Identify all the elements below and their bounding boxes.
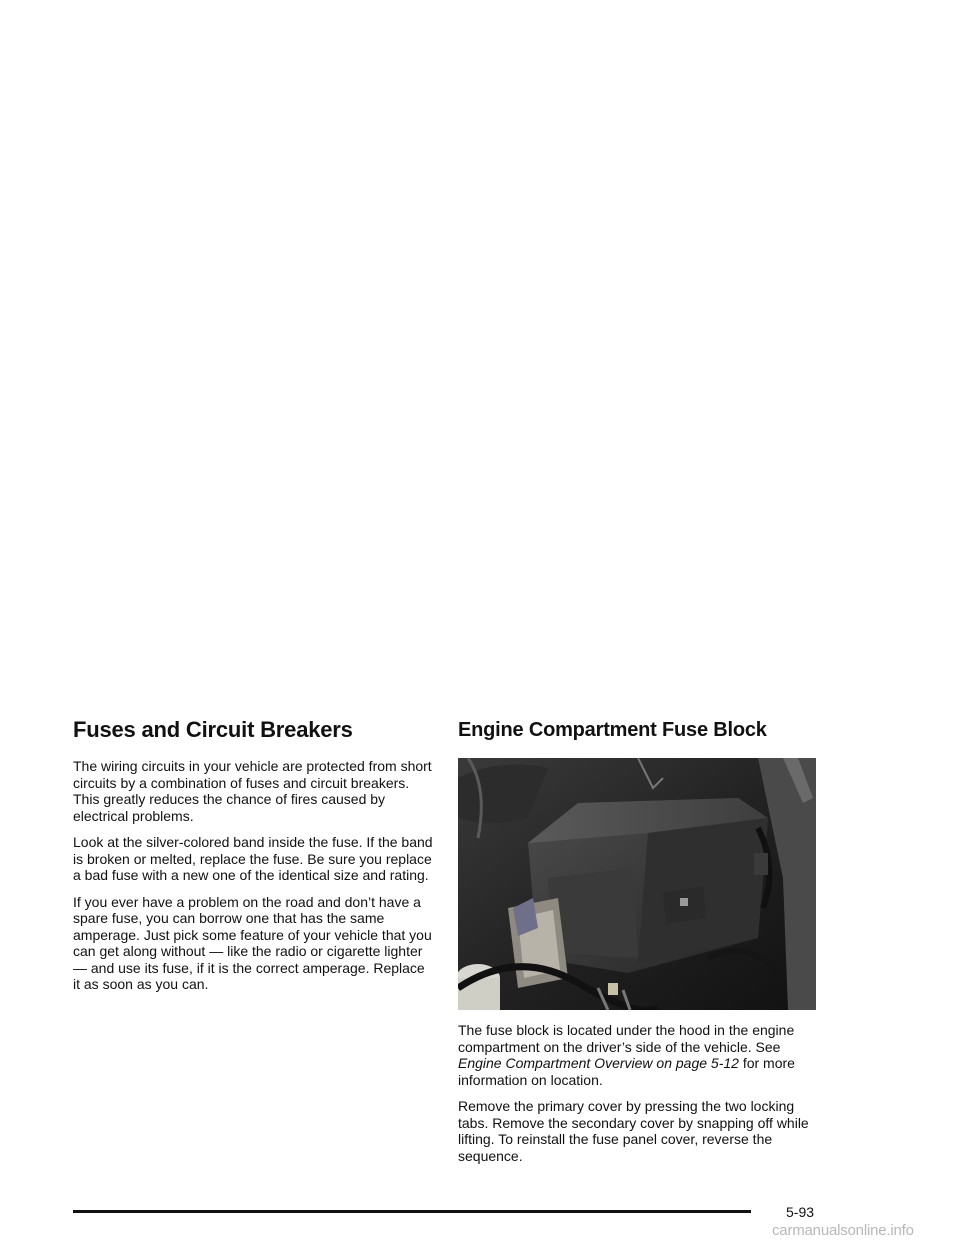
section-heading-fuses: Fuses and Circuit Breakers (73, 717, 353, 742)
paragraph-cover-removal: Remove the primary cover by pressing the two locking tabs. Remove the secondary cover by snapping off while lifting. To reinstall the fuse panel cover, reverse the sequence. (458, 1098, 809, 1164)
paragraph-fuses-intro: The wiring circuits in your vehicle are protected from short circuits by a combination of fuses and circuit breakers. This greatly reduces the chance of fires caused by electrical problems. (73, 758, 432, 824)
location-text-start: The fuse block is located under the hood in the engine compartment on the driver’s side of the vehicle. See (458, 1022, 795, 1055)
section-heading-engine-fuse-block: Engine Compartment Fuse Block (458, 719, 767, 741)
fuse-block-photo (458, 758, 816, 1010)
cross-reference-link[interactable]: Engine Compartment Overview on page 5-12 (458, 1055, 739, 1071)
paragraph-fuse-block-location (458, 1022, 820, 1088)
page-number: 5-93 (786, 1204, 815, 1220)
right-column (458, 716, 820, 1174)
watermark: carmanualsonline.info (772, 1222, 914, 1239)
paragraph-fuse-inspection: Look at the silver-colored band inside the fuse. If the band is broken or melted, replace the fuse. Be sure you replace a bad fuse with a new one of the identical size and rating. (73, 834, 433, 883)
left-column (73, 716, 435, 1003)
paragraph-spare-fuse: If you ever have a problem on the road and don’t have a spare fuse, you can borrow one that has the same amperage. Just pick some feature of your vehicle that you can get along without — like the radio or cigarette lighter— and use its fuse, if it is the correct amperage. Replace it as soon as you can. (73, 893, 432, 992)
footer-rule (73, 1210, 751, 1213)
location-text-end: for more information on location. (458, 1055, 795, 1088)
